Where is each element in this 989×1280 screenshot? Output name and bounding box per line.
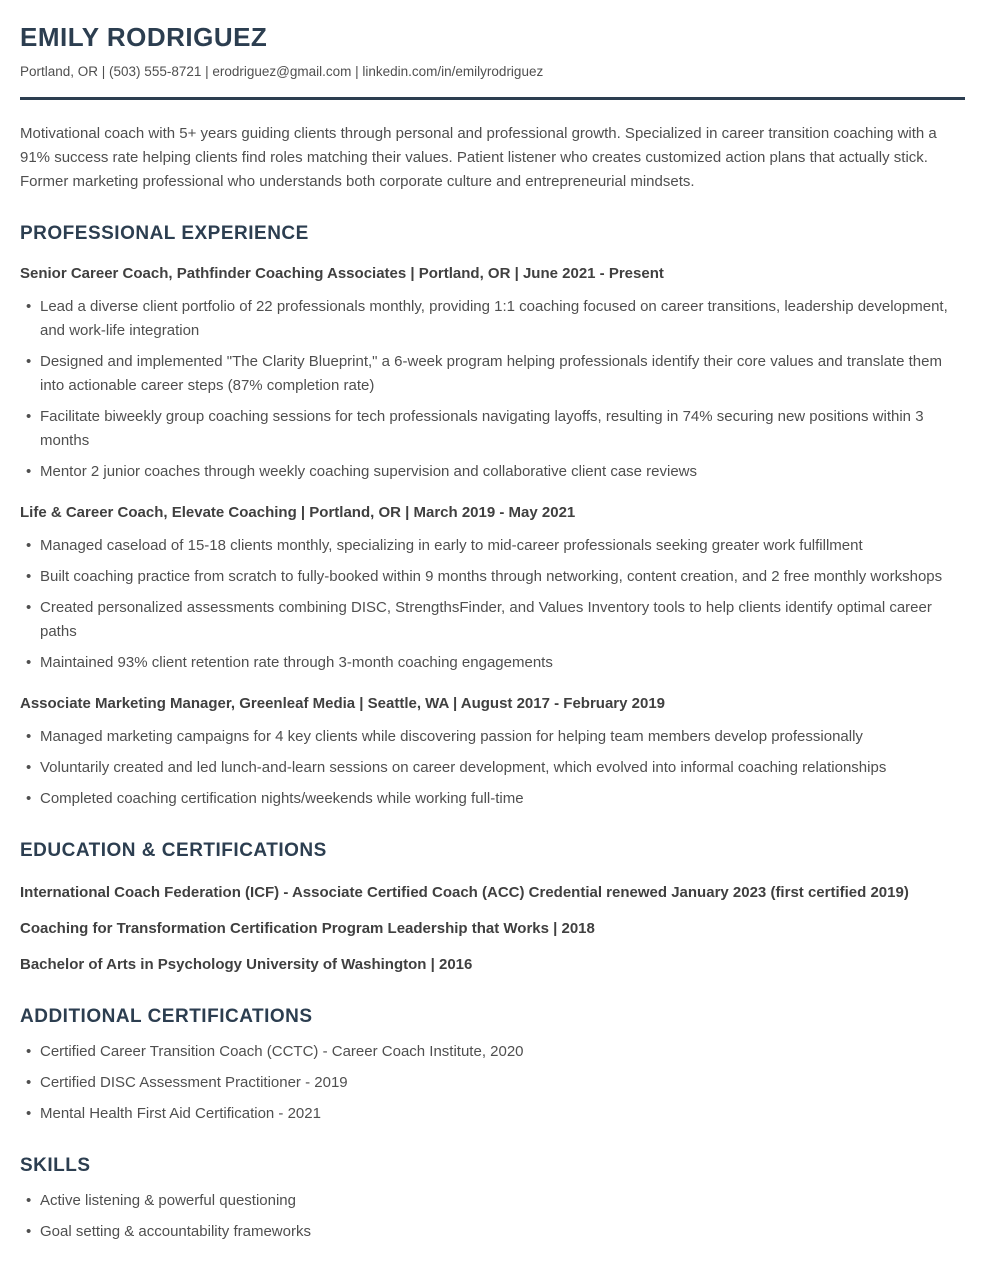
- job-bullet: • Completed coaching certification nights/weekends while working full-time: [40, 787, 965, 811]
- education-entry: Coaching for Transformation Certification Program Leadership that Works | 2018: [20, 920, 595, 938]
- job-3-bullets: [20, 725, 965, 811]
- job-bullet: • Designed and implemented "The Clarity Blueprint," a 6-week program helping professionals identify their core values and translate them into actionable career steps (87% completion rate): [40, 350, 965, 398]
- job-bullet: • Voluntarily created and led lunch-and-learn sessions on career development, which evolved into informal coaching relationships: [40, 756, 965, 780]
- skill-bullet: • Active listening & powerful questioning: [40, 1189, 965, 1213]
- job-bullet: • Managed marketing campaigns for 4 key clients while discovering passion for helping team members develop professionally: [40, 725, 965, 749]
- certification-bullet: • Certified DISC Assessment Practitioner - 2019: [40, 1071, 965, 1095]
- header-divider: [20, 97, 965, 100]
- job-1-bullets: [20, 295, 965, 484]
- education-entry: International Coach Federation (ICF) - Associate Certified Coach (ACC) Credential renewed January 2023 (first certified 2019): [20, 884, 909, 902]
- job-title-2: Life & Career Coach, Elevate Coaching | Portland, OR | March 2019 - May 2021: [20, 504, 576, 522]
- section-title-education: EDUCATION & CERTIFICATIONS: [20, 840, 327, 862]
- contact-line: Portland, OR | (503) 555-8721 | erodriguez@gmail.com | linkedin.com/in/emilyrodriguez: [20, 64, 544, 80]
- certification-bullet: • Certified Career Transition Coach (CCTC) - Career Coach Institute, 2020: [40, 1040, 965, 1064]
- job-bullet: • Managed caseload of 15-18 clients monthly, specializing in early to mid-career professionals seeking greater work fulfillment: [40, 534, 965, 558]
- section-title-additional-certifications: ADDITIONAL CERTIFICATIONS: [20, 1006, 313, 1028]
- skill-bullet: • Goal setting & accountability frameworks: [40, 1220, 965, 1244]
- section-title-experience: PROFESSIONAL EXPERIENCE: [20, 222, 309, 244]
- resume-name: EMILY RODRIGUEZ: [20, 22, 268, 52]
- job-bullet: • Facilitate biweekly group coaching sessions for tech professionals navigating layoffs, resulting in 74% securing new positions within 3 months: [40, 405, 965, 453]
- job-bullet: • Created personalized assessments combining DISC, StrengthsFinder, and Values Inventory tools to help clients identify optimal career paths: [40, 596, 965, 644]
- education-entry: Bachelor of Arts in Psychology University of Washington | 2016: [20, 956, 473, 974]
- skills-list: [20, 1189, 965, 1244]
- summary-text: Motivational coach with 5+ years guiding clients through personal and professional growth. Specialized in career transition coaching with a 91% success rate helping clients find roles matching their values. Patient listener who creates customized action plans that actually stick. Former marketing professional who understands both corporate culture and entrepreneurial mindsets.: [20, 124, 937, 190]
- job-title-1: Senior Career Coach, Pathfinder Coaching Associates | Portland, OR | June 2021 - Present: [20, 265, 664, 283]
- additional-certifications-list: [20, 1040, 965, 1126]
- section-title-skills: SKILLS: [20, 1154, 91, 1176]
- job-title-3: Associate Marketing Manager, Greenleaf Media | Seattle, WA | August 2017 - February 2019: [20, 695, 666, 713]
- job-2-bullets: [20, 534, 965, 675]
- job-bullet: • Built coaching practice from scratch to fully-booked within 9 months through networking, content creation, and 2 free monthly workshops: [40, 565, 965, 589]
- job-bullet: • Maintained 93% client retention rate through 3-month coaching engagements: [40, 651, 965, 675]
- job-bullet: • Mentor 2 junior coaches through weekly coaching supervision and collaborative client case reviews: [40, 460, 965, 484]
- certification-bullet: • Mental Health First Aid Certification - 2021: [40, 1102, 965, 1126]
- job-bullet: • Lead a diverse client portfolio of 22 professionals monthly, providing 1:1 coaching focused on career transitions, leadership development, and work-life integration: [40, 295, 965, 343]
